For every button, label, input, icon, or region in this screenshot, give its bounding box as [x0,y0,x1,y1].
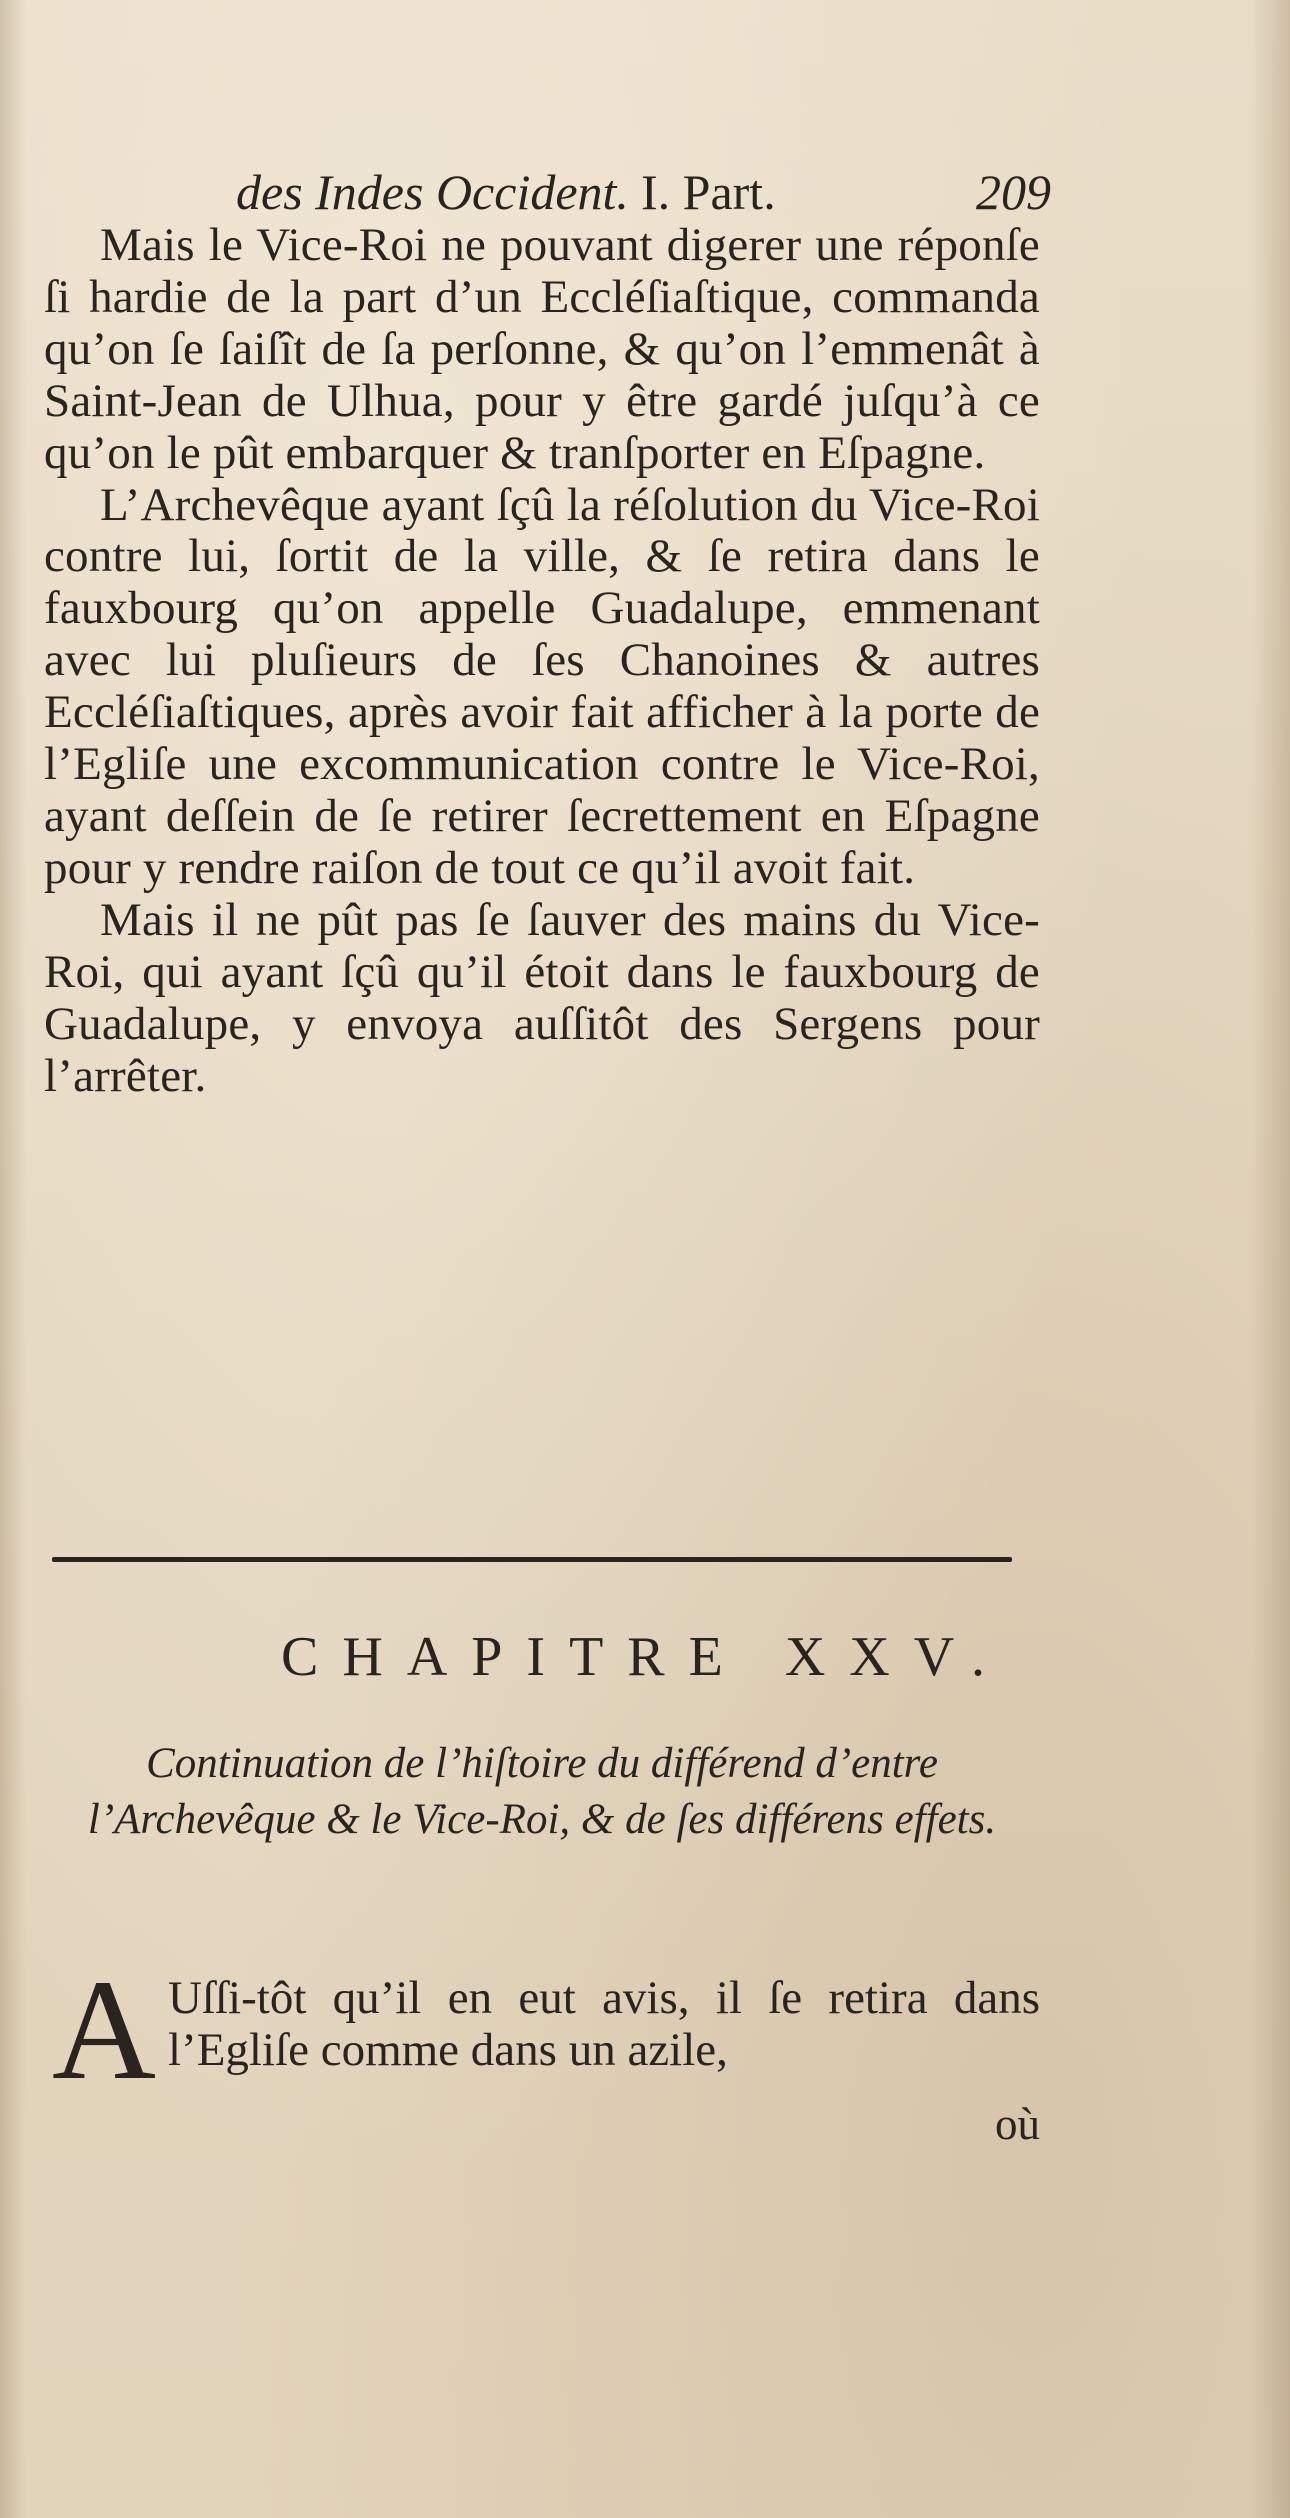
page-number: 209 [976,164,1051,220]
chapter-opening [44,1951,1040,2110]
paragraph: L’Archevêque ayant ſçû la réſolution du Vice-Roi contre lui, ſortit de la ville, & ſe retira dans le fauxbourg qu’on appelle Guadalupe, emmenant avec lui pluſieurs de ſes Chanoines & autres Eccléſiaſtiques, après avoir fait afficher à la porte de l’Egliſe une excommunication contre le Vice-Roi, ayant deſſein de ſe retirer ſecrettement en Eſpagne pour y rendre raiſon de tout ce qu’il avoit fait. [44,478,1040,894]
running-title: des Indes Occident. [236,164,629,220]
chapter-summary: Continuation de l’hiſtoire du différend d’entre l’Archevêque & le Vice-Roi, & de ſes différens effets. [87,1740,997,1843]
chapter-divider-rule [52,1557,1012,1562]
running-header [236,162,1056,222]
paragraph: Mais il ne pût pas ſe ſauver des mains du Vice-Roi, qui ayant ſçû qu’il étoit dans le fauxbourg de Guadalupe, y envoya auſſitôt des Sergens pour l’arrêter. [44,893,1040,1102]
body-text [44,220,1040,1102]
part-label: I. Part. [641,164,776,220]
catchword: où [995,2099,1040,2149]
chapter-heading: CHAPITRE XXV. [281,1626,1009,1688]
opening-paragraph: Uſſi-tôt qu’il en eut avis, il ſe retira dans l’Egliſe comme dans un azile, [168,1972,1040,2076]
drop-cap: A [52,1951,156,2110]
paragraph: Mais le Vice-Roi ne pouvant digerer une réponſe ſi hardie de la part d’un Eccléſiaſtique, commanda qu’on ſe ſaiſît de ſa perſonne, & qu’on l’emmenât à Saint-Jean de Ulhua, pour y être gardé juſqu’à ce qu’on le pût embarquer & tranſporter en Eſpagne. [44,219,1040,479]
